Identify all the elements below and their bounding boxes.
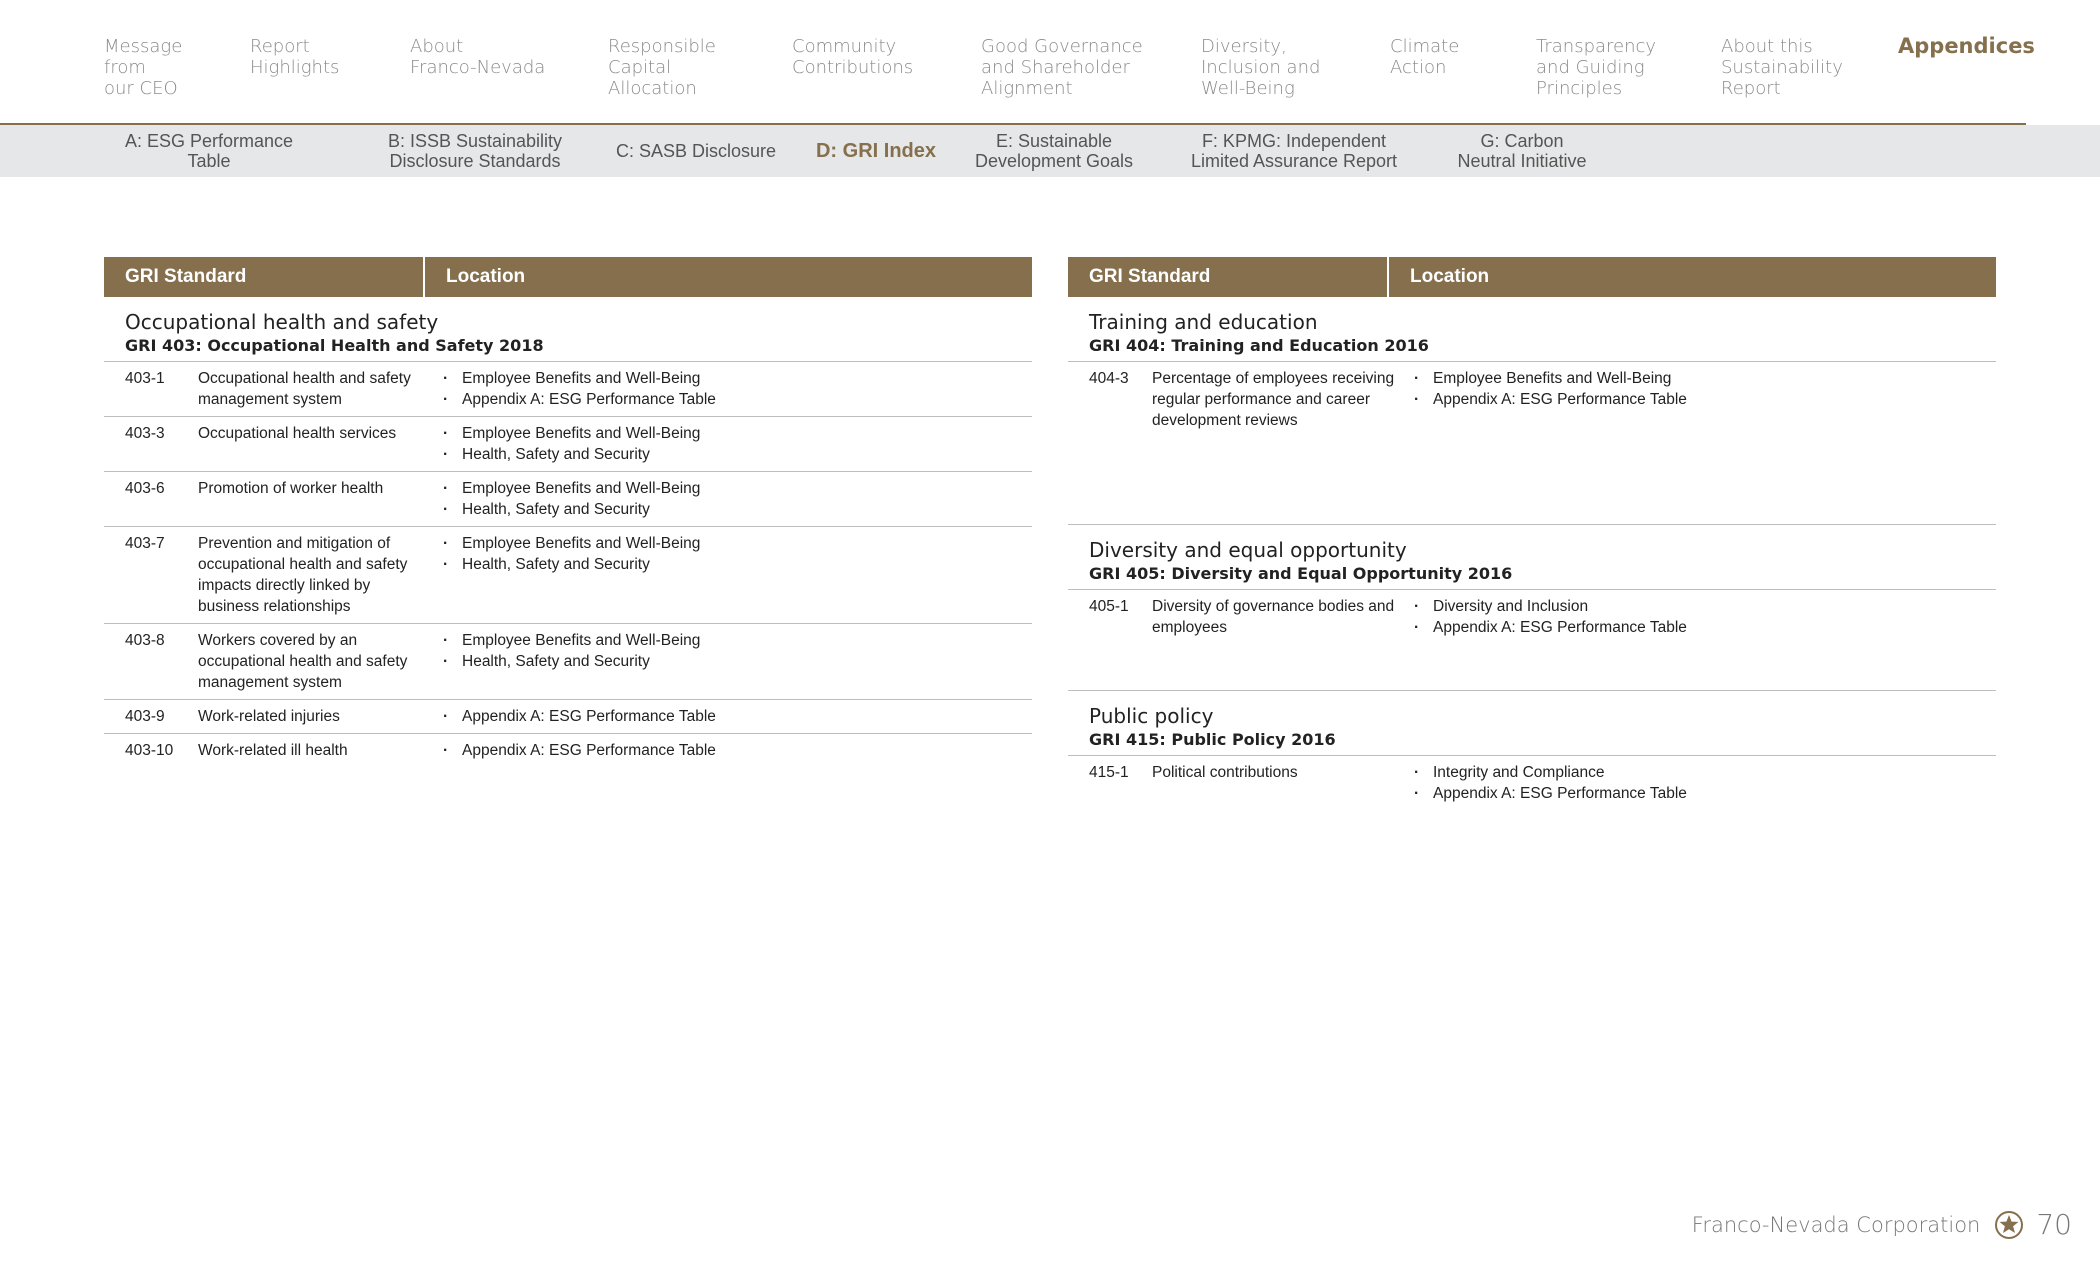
location-list	[443, 740, 716, 761]
section-header	[1068, 297, 1996, 362]
table-row	[104, 624, 1032, 700]
disclosure-description: Political contributions	[1152, 764, 1298, 781]
gri-table-left	[104, 257, 1032, 767]
company-name: Franco-Nevada Corporation	[1691, 1212, 1981, 1237]
nav-transparency[interactable]: Transparency and Guiding Principles	[1536, 36, 1657, 99]
location-list	[1414, 596, 1687, 684]
table-header	[104, 257, 1032, 297]
disclosure-code: 403-7	[125, 535, 165, 552]
tab-sdg[interactable]: E: Sustainable Development Goals	[974, 131, 1134, 171]
section-title: Diversity and equal opportunity	[1089, 538, 1407, 562]
table-header	[1068, 257, 1996, 297]
section-header	[1068, 691, 1996, 756]
disclosure-code: 403-9	[125, 708, 165, 725]
location-link[interactable]: · Health, Safety and Security	[443, 444, 700, 465]
table-row	[1068, 362, 1996, 525]
nav-about-franco-nevada[interactable]: About Franco-Nevada	[410, 36, 546, 78]
tab-gri-index[interactable]: D: GRI Index	[815, 140, 936, 162]
location-link[interactable]: · Employee Benefits and Well-Being	[443, 533, 700, 554]
tab-sasb-disclosure[interactable]: C: SASB Disclosure	[615, 141, 777, 161]
tab-esg-performance-table[interactable]: A: ESG Performance Table	[124, 131, 294, 171]
nav-community-contributions[interactable]: Community Contributions	[792, 36, 914, 78]
location-link[interactable]: · Health, Safety and Security	[443, 651, 700, 672]
table-row	[104, 527, 1032, 624]
disclosure-code: 404-3	[1089, 370, 1129, 387]
disclosure-description: Percentage of employees receiving regular performance and career development reviews	[1152, 370, 1395, 429]
gri-table-right	[1068, 257, 1996, 810]
tab-carbon-neutral[interactable]: G: Carbon Neutral Initiative	[1457, 131, 1587, 171]
page-footer	[1692, 1208, 2072, 1241]
location-link[interactable]: · Health, Safety and Security	[443, 554, 700, 575]
disclosure-code: 403-1	[125, 370, 165, 387]
location-list	[443, 368, 716, 410]
appendix-subnav	[0, 125, 2100, 177]
section-standard: GRI 404: Training and Education 2016	[1089, 336, 1429, 355]
location-link[interactable]: · Appendix A: ESG Performance Table	[1414, 617, 1687, 638]
section-standard: GRI 405: Diversity and Equal Opportunity 2016	[1089, 564, 1513, 583]
disclosure-description: Prevention and mitigation of occupational health and safety impacts directly linked by business relationships	[198, 535, 408, 615]
disclosure-description: Promotion of worker health	[198, 480, 384, 497]
page-number: 70	[2036, 1208, 2072, 1241]
location-link[interactable]: · Employee Benefits and Well-Being	[443, 630, 700, 651]
nav-appendices[interactable]: Appendices	[1898, 34, 2035, 58]
nav-about-report[interactable]: About this Sustainability Report	[1721, 36, 1843, 99]
table-row	[104, 417, 1032, 472]
nav-good-governance[interactable]: Good Governance and Shareholder Alignment	[981, 36, 1143, 99]
location-list	[443, 533, 700, 617]
location-link[interactable]: · Employee Benefits and Well-Being	[443, 368, 716, 389]
table-row	[104, 472, 1032, 527]
disclosure-code: 403-6	[125, 480, 165, 497]
location-list	[443, 423, 700, 465]
location-list	[1414, 762, 1687, 804]
section-standard: GRI 403: Occupational Health and Safety 2018	[125, 336, 544, 355]
top-navigation	[104, 34, 2035, 124]
disclosure-description: Work-related injuries	[198, 708, 340, 725]
section-title: Public policy	[1089, 704, 1214, 728]
disclosure-code: 403-8	[125, 632, 165, 649]
section-title: Training and education	[1089, 310, 1318, 334]
disclosure-code: 415-1	[1089, 764, 1129, 781]
location-list	[443, 630, 700, 693]
section-title: Occupational health and safety	[125, 310, 439, 334]
tab-issb-standards[interactable]: B: ISSB Sustainability Disclosure Standards	[387, 131, 563, 171]
header-gri-standard: GRI Standard	[104, 257, 425, 297]
disclosure-description: Occupational health and safety management system	[198, 370, 411, 408]
nav-diversity-inclusion[interactable]: Diversity, Inclusion and Well-Being	[1201, 36, 1321, 99]
section-standard: GRI 415: Public Policy 2016	[1089, 730, 1336, 749]
location-link[interactable]: · Health, Safety and Security	[443, 499, 700, 520]
location-link[interactable]: · Appendix A: ESG Performance Table	[1414, 389, 1687, 410]
disclosure-code: 405-1	[1089, 598, 1129, 615]
nav-responsible-capital[interactable]: Responsible Capital Allocation	[608, 36, 716, 99]
table-row	[104, 362, 1032, 417]
disclosure-description: Diversity of governance bodies and employees	[1152, 598, 1395, 636]
header-gri-standard: GRI Standard	[1068, 257, 1389, 297]
table-row	[104, 734, 1032, 767]
location-list	[443, 478, 700, 520]
disclosure-description: Workers covered by an occupational health and safety management system	[198, 632, 408, 691]
nav-climate-action[interactable]: Climate Action	[1390, 36, 1460, 78]
disclosure-description: Work-related ill health	[198, 742, 348, 759]
location-list	[1414, 368, 1687, 518]
table-row	[1068, 590, 1996, 691]
table-row	[104, 700, 1032, 734]
location-link[interactable]: · Appendix A: ESG Performance Table	[443, 740, 716, 761]
location-link[interactable]: · Employee Benefits and Well-Being	[1414, 368, 1687, 389]
disclosure-description: Occupational health services	[198, 425, 397, 442]
location-link[interactable]: · Integrity and Compliance	[1414, 762, 1687, 783]
section-header	[104, 297, 1032, 362]
location-link[interactable]: · Appendix A: ESG Performance Table	[443, 706, 716, 727]
disclosure-code: 403-10	[125, 742, 174, 759]
location-link[interactable]: · Employee Benefits and Well-Being	[443, 423, 700, 444]
location-link[interactable]: · Employee Benefits and Well-Being	[443, 478, 700, 499]
disclosure-code: 403-3	[125, 425, 165, 442]
nav-report-highlights[interactable]: Report Highlights	[250, 36, 340, 78]
nav-message-from-ceo[interactable]: Message from our CEO	[104, 36, 183, 99]
location-link[interactable]: · Appendix A: ESG Performance Table	[443, 389, 716, 410]
star-seal-icon	[1994, 1210, 2024, 1240]
tab-kpmg-assurance[interactable]: F: KPMG: Independent Limited Assurance Report	[1190, 131, 1398, 171]
header-location: Location	[446, 266, 526, 287]
location-link[interactable]: · Diversity and Inclusion	[1414, 596, 1687, 617]
header-location: Location	[1410, 266, 1490, 287]
location-link[interactable]: · Appendix A: ESG Performance Table	[1414, 783, 1687, 804]
table-row	[1068, 756, 1996, 810]
section-header	[1068, 525, 1996, 590]
location-list	[443, 706, 716, 727]
